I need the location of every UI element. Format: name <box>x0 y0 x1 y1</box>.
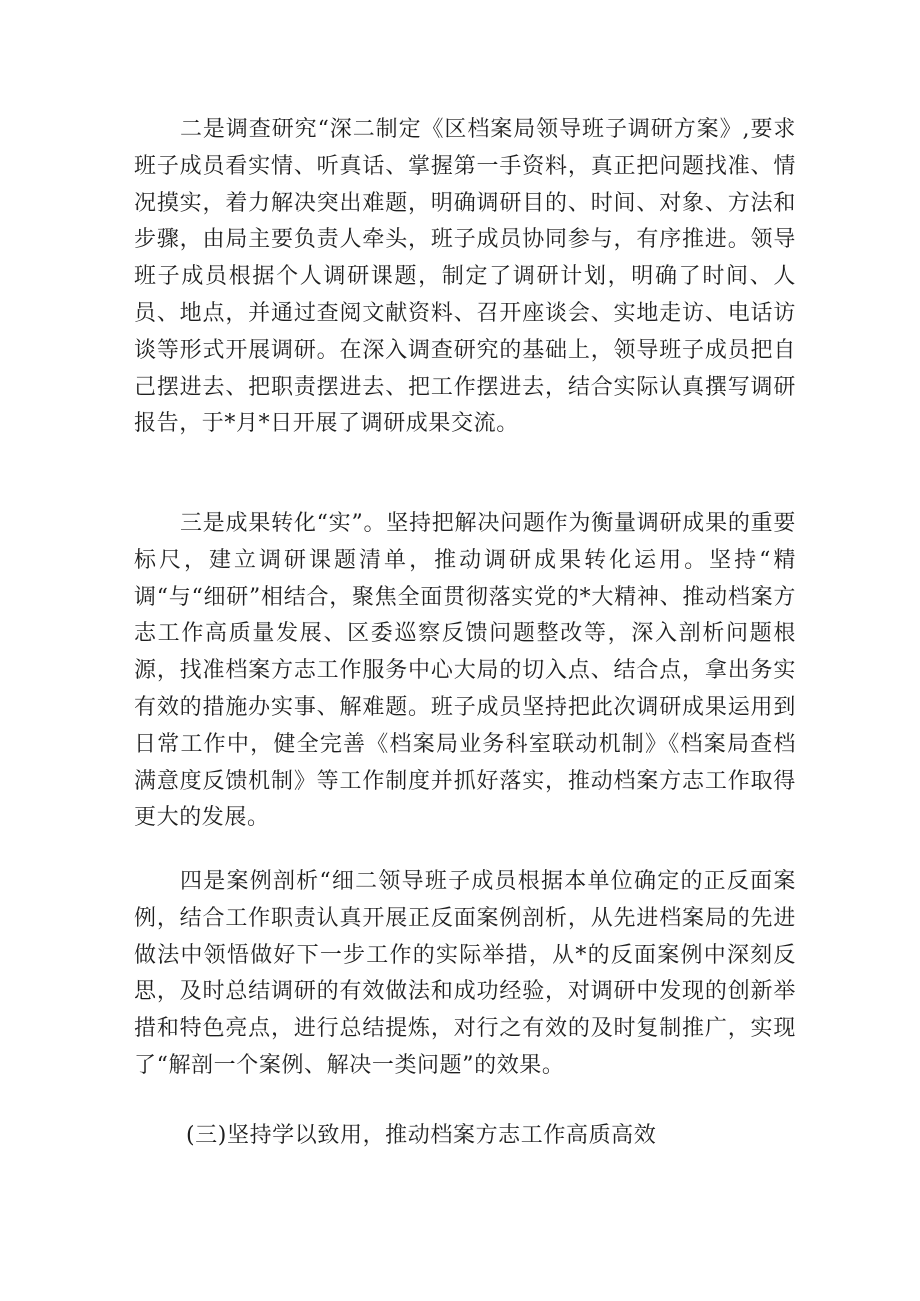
paragraph-results-transformation: 三是成果转化“实”。坚持把解决问题作为衡量调研成果的重要标尺，建立调研课题清单，推动调研成果转化运用。坚持“精调“与“细研”相结合，聚焦全面贯彻落实党的*大精神、推动档案方志工作高质量发展、区委巡察反馈问题整改等，深入剖析问题根源，找准档案方志工作服务中心大局的切入点、结合点，拿出务实有效的措施办实事、解难题。班子成员坚持把此次调研成果运用到日常工作中，健全完善《档案局业务科室联动机制》《档案局查档满意度反馈机制》等工作制度并抓好落实，推动档案方志工作取得更大的发展。 <box>134 511 796 831</box>
paragraph-case-analysis: 四是案例剖析“细二领导班子成员根据本单位确定的正反面案例，结合工作职责认真开展正反面案例剖析，从先进档案局的先进做法中领悟做好下一步工作的实际举措，从*的反面案例中深刻反思，及时总结调研的有效做法和成功经验，对调研中发现的创新举措和特色亮点，进行总结提炼，对行之有效的及时复制推广，实现了“解剖一个案例、解决一类问题”的效果。 <box>134 869 796 1078</box>
section-heading: (三)坚持学以致用，推动档案方志工作高质高效 <box>186 1123 657 1148</box>
paragraph-investigation-research: 二是调查研究“深二制定《区档案局领导班子调研方案》,要求班子成员看实情、听真话、掌握第一手资料，真正把问题找准、情况摸实，着力解决突出难题，明确调研目的、时间、对象、方法和步骤，由局主要负责人牵头，班子成员协同参与，有序推进。领导班子成员根据个人调研课题，制定了调研计划，明确了时间、人员、地点，并通过查阅文献资料、召开座谈会、实地走访、电话访谈等形式开展调研。在深入调查研究的基础上，领导班子成员把自己摆进去、把职责摆进去、把工作摆进去，结合实际认真撰写调研报告，于*月*日开展了调研成果交流。 <box>134 117 796 437</box>
